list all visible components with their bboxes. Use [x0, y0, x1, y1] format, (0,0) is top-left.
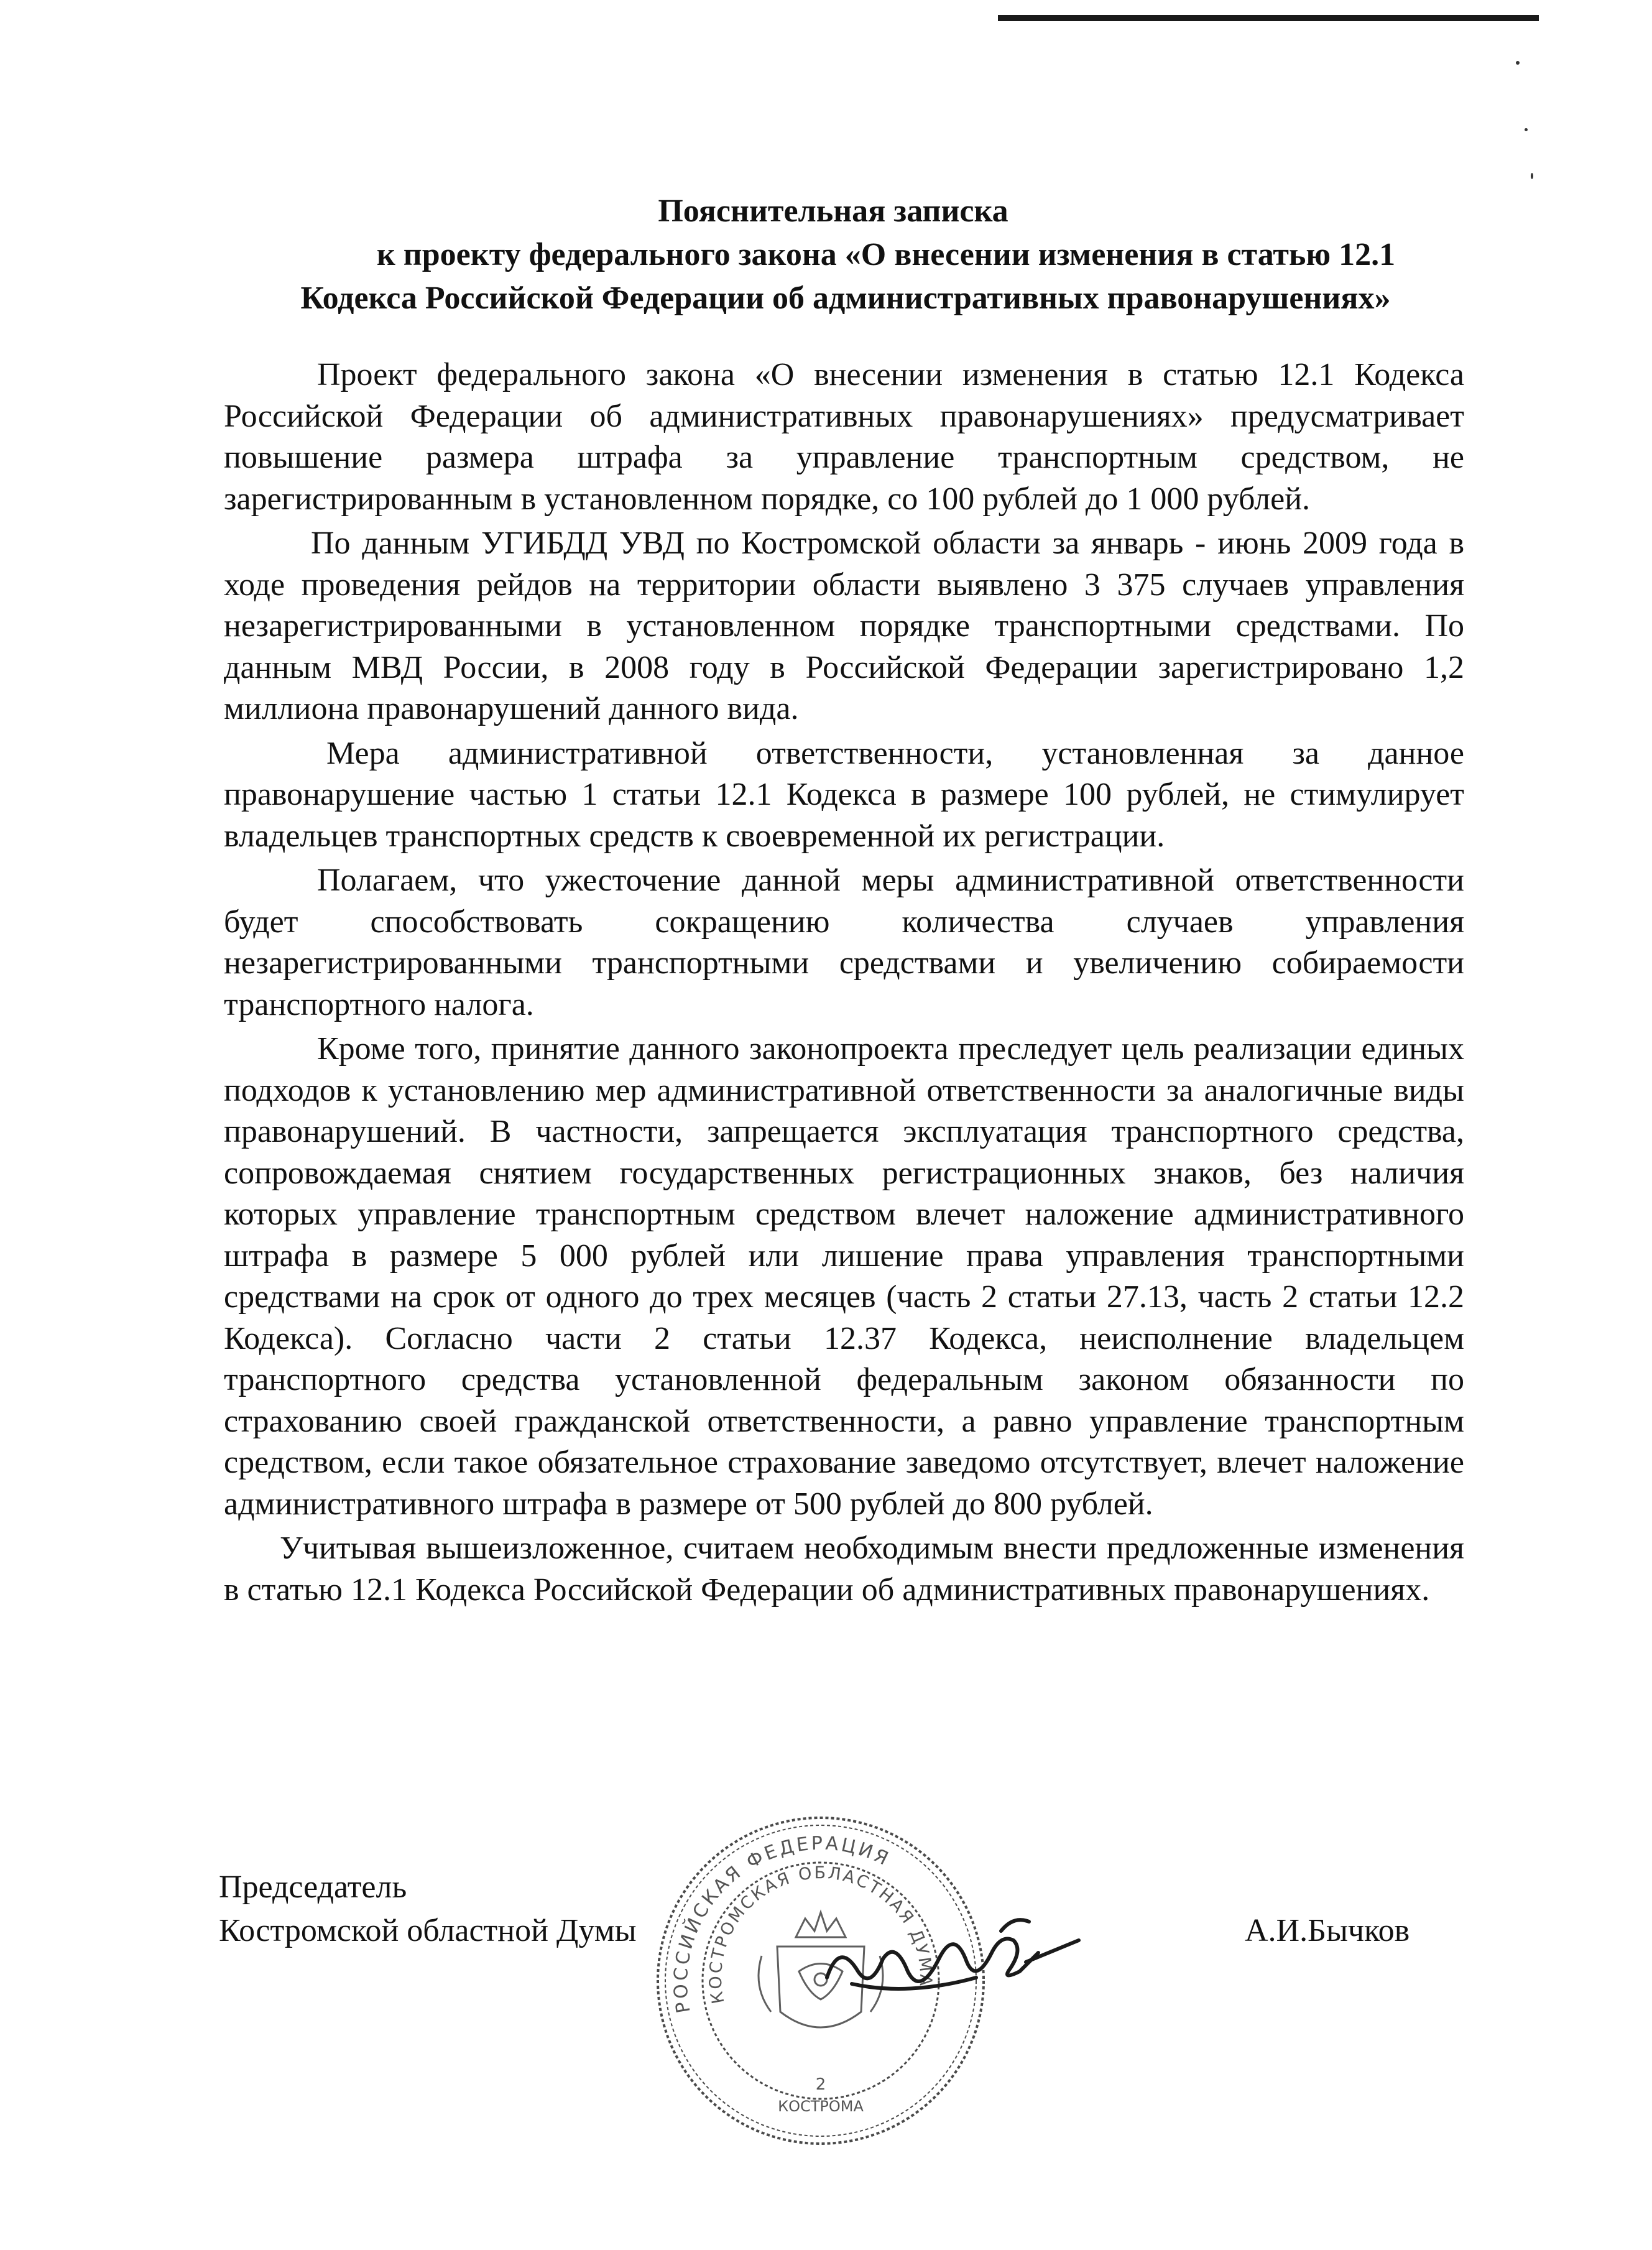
document-body — [224, 354, 1464, 1614]
title-line: к проекту федерального закона «О внесении изменения в статью 12.1 — [376, 237, 1396, 272]
signatory-position-line: Костромской областной Думы — [219, 1913, 637, 1948]
stamp-number: 2 — [815, 2075, 826, 2094]
stamp-outer-text: РОССИЙСКАЯ ФЕДЕРАЦИЯ — [670, 1832, 894, 2015]
scan-speck — [1531, 173, 1533, 179]
scan-speck — [1516, 61, 1520, 65]
paragraph: Учитывая вышеизложенное, считаем необходимым внести предложенные изменения в статью 12.1 Кодекса Российской Федерации об административных правонарушениях. — [224, 1530, 1464, 1608]
paragraph: Полагаем, что ужесточение данной меры административной ответственности будет способствовать сокращению количества случаев управления незарегистрированными транспортными средствами и увеличению собираемости транспортного налога. — [224, 863, 1464, 1022]
paragraph: По данным УГИБДД УВД по Костромской области за январь - июнь 2009 года в ходе проведения рейдов на территории области выявлено 3 375 случаев управления незарегистрированными в установленном порядке транспортными средствами. По данным МВД России, в 2008 году в Российской Федерации зарегистрировано 1,2 миллиона правонарушений данного вида. — [224, 525, 1464, 726]
signatory-position-line: Председатель — [219, 1869, 407, 1905]
paragraph: Проект федерального закона «О внесении изменения в статью 12.1 Кодекса Российской Федерации об административных правонарушениях» предусматривает повышение размера штрафа за управление транспортным средством, не зарегистрированным в установленном порядке, со 100 рублей до 1 000 рублей. — [224, 357, 1464, 517]
title-line: Пояснительная записка — [658, 193, 1008, 229]
stamp-city: КОСТРОМА — [778, 2098, 864, 2115]
signatory-name: А.И.Бычков — [1245, 1913, 1410, 1948]
scan-speck — [1525, 128, 1528, 131]
stamp-inner-text: КОСТРОМСКАЯ ОБЛАСТНАЯ ДУМА — [706, 1863, 936, 2006]
paragraph: Кроме того, принятие данного законопроекта преследует цель реализации единых подходов к установлению мер административной ответственности за аналогичные виды правонарушений. В частности, запрещается эксплуатация транспортного средства, сопровождаемая снятием государственных регистрационных знаков, без наличия которых управление транспортным средством влечет наложение административного штрафа в размере 5 000 рублей или лишение права управления транспортными средствами на срок от одного до трех месяцев (часть 2 статьи 27.13, часть 2 статьи 12.2 Кодекса). Согласно части 2 статьи 12.37 Кодекса, неисполнение владельцем транспортного средства установленной федеральным законом обязанности по страхованию своей гражданской ответственности, а равно управление транспортным средством, если такое обязательное страхование заведомо отсутствует, влечет наложение административного штрафа в размере от 500 рублей до 800 рублей. — [224, 1031, 1464, 1522]
document-title — [211, 190, 1455, 320]
title-line: Кодекса Российской Федерации об административных правонарушениях» — [300, 280, 1391, 316]
scan-top-rule — [998, 15, 1539, 21]
paragraph: Мера административной ответственности, установленная за данное правонарушение частью 1 статьи 12.1 Кодекса в размере 100 рублей, не стимулирует владельцев транспортных средств к своевременной их регистрации. — [224, 735, 1464, 854]
signature-block — [219, 1866, 1462, 1953]
